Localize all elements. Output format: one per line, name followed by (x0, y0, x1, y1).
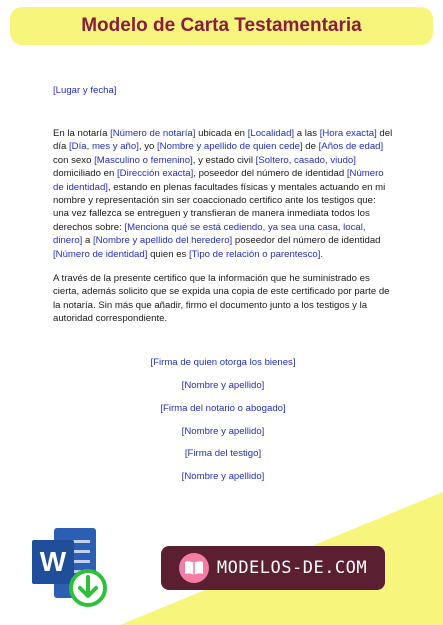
placeholder-field: [Número de identidad] (53, 248, 148, 260)
placeholder-field: [Menciona qué se está cediendo, ya sea una casa, local, dinero] (53, 221, 366, 247)
word-download-icon[interactable] (30, 526, 110, 614)
body-text: poseedor del número de identidad (232, 235, 381, 247)
body-paragraph-2: A través de la presente certifico que la información que he suministrado es cierta, además solicito que se expida una copia de este certificado por parte de la notaría. Sin más que añadir, firmo el documento junto a los testigos y la autoridad correspondiente. (53, 273, 390, 325)
signature-witness: [Firma del testigo] (184, 448, 262, 459)
brand-name: MODELOS-DE.COM (216, 558, 368, 578)
place-date-placeholder: [Lugar y fecha] (53, 85, 117, 96)
body-text: del día (53, 128, 393, 153)
body-paragraph-1 (53, 127, 393, 261)
body-text: quien es (147, 248, 190, 260)
signature-grantor-name: [Nombre y apellido] (181, 380, 265, 391)
page-title: Modelo de Carta Testamentaria (81, 15, 362, 36)
signature-witness-name: [Nombre y apellido] (181, 471, 265, 482)
word-letter: W (39, 546, 67, 577)
body-text: , estando en plenas facultades físicas y mentales actuando en mi nombre y representación sin ser coaccionado certifico ante los testigos que: una vez fallezca se entreguen y transfieran de manera inmediata todos los derechos sobre: (53, 181, 386, 233)
book-icon (179, 553, 209, 583)
placeholder-field: [Tipo de relación o parentesco] (189, 248, 321, 260)
signature-grantor: [Firma de quien otorga los bienes] (150, 357, 296, 368)
brand-banner[interactable] (161, 546, 385, 590)
title-banner (10, 7, 433, 45)
placeholder-field: [Años de edad] (318, 141, 384, 153)
placeholder-field: [Número de notaría] (110, 128, 196, 139)
body-text: . (320, 248, 324, 260)
body-text: con sexo (53, 154, 95, 166)
body-text: , y estado civil (192, 154, 256, 166)
placeholder-field: [Nombre y apellido de quien cede] (157, 141, 303, 153)
body-text: domiciliado en (53, 168, 117, 180)
placeholder-field: [Masculino o femenino] (94, 154, 193, 166)
body-text: de (302, 141, 319, 153)
placeholder-field: [Soltero, casado, viudo] (255, 154, 356, 166)
placeholder-field: [Hora exacta] (319, 128, 377, 139)
placeholder-field: [Nombre y apellido del heredero] (93, 235, 233, 247)
signature-notary: [Firma del notario o abogado] (160, 403, 286, 414)
body-text: , poseedor del número de identidad (193, 168, 347, 180)
body-text: a (82, 235, 94, 247)
placeholder-field: [Número de identidad] (53, 168, 384, 193)
placeholder-field: [Dirección exacta] (117, 168, 194, 180)
signature-notary-name: [Nombre y apellido] (181, 426, 265, 437)
placeholder-field: [Localidad] (247, 128, 295, 139)
body-text: ubicada en (195, 128, 248, 139)
body-text: , yo (138, 141, 158, 153)
body-text: En la notaría (53, 128, 111, 139)
body-text: a las (294, 128, 320, 139)
placeholder-field: [Día, mes y año] (69, 141, 139, 153)
